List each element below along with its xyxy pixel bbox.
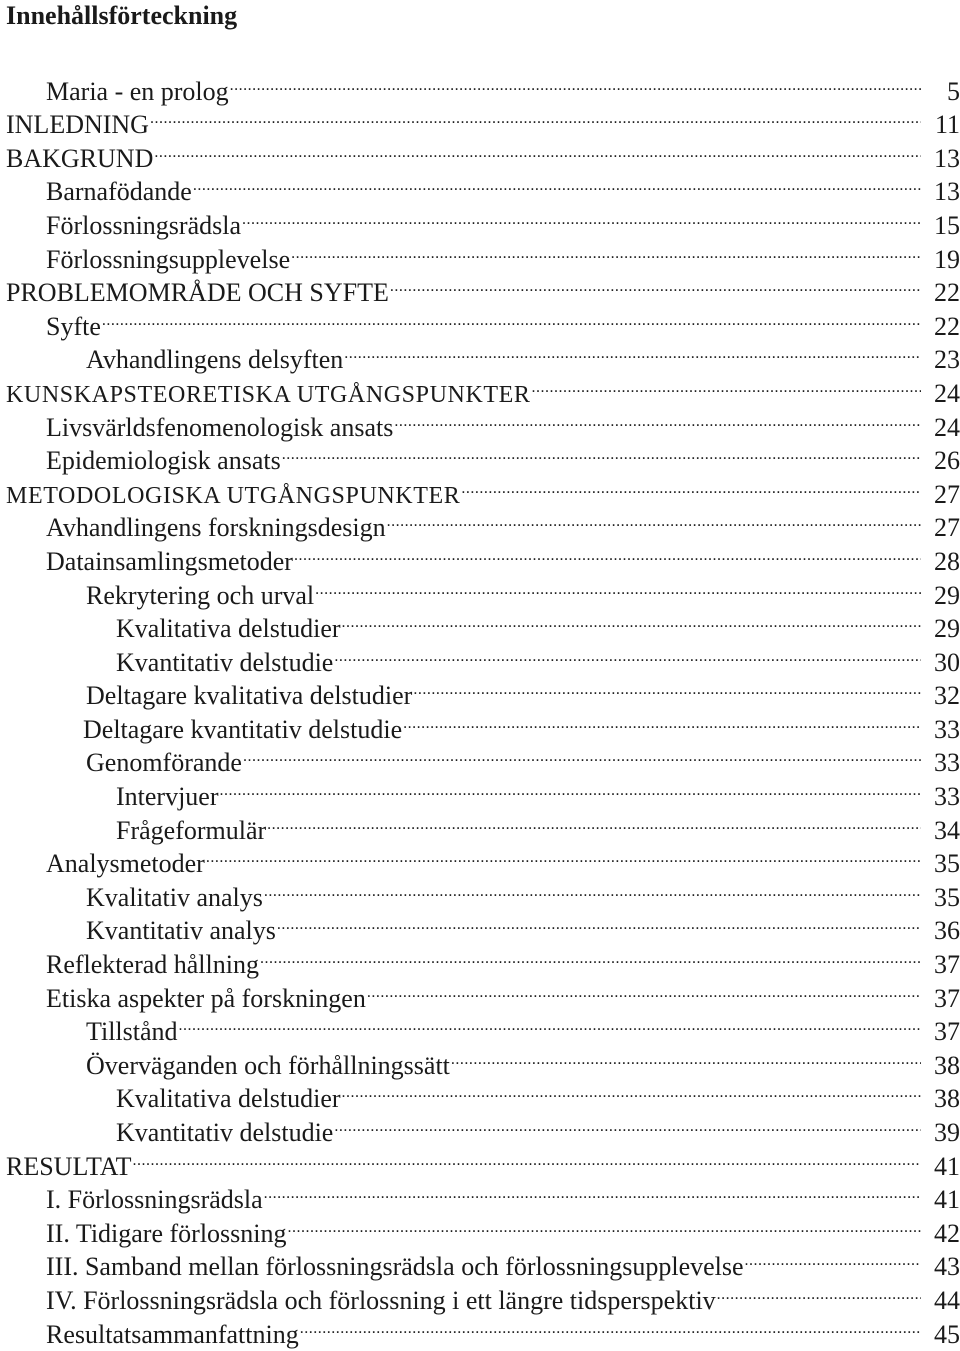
toc-dot-leader — [264, 1175, 921, 1209]
toc-dot-leader — [451, 1040, 921, 1074]
toc-entry-label: Förlossningsupplevelse — [46, 244, 291, 274]
toc-entry-page-number: 22 — [934, 311, 960, 341]
toc-entry-page-number: 26 — [934, 446, 960, 476]
toc-entry[interactable] — [0, 66, 960, 106]
toc-entry-page-number: 44 — [934, 1285, 960, 1315]
toc-entry-label: Etiska aspekter på forskningen — [46, 983, 366, 1013]
toc-entry[interactable] — [0, 200, 960, 240]
toc-entry-label: Genomförande — [86, 748, 242, 778]
toc-entry-page-number: 23 — [934, 345, 960, 375]
toc-dot-leader — [243, 738, 921, 772]
toc-entry[interactable] — [0, 503, 960, 543]
toc-entry[interactable] — [0, 1141, 960, 1181]
toc-entry-page-number: 19 — [934, 244, 960, 274]
toc-dot-leader — [342, 1074, 921, 1108]
toc-entry[interactable] — [0, 973, 960, 1013]
toc-dot-leader — [532, 368, 921, 402]
toc-dot-leader — [291, 234, 921, 268]
toc-entry-page-number: 15 — [934, 210, 960, 240]
toc-entry-label: Frågeformulär — [116, 815, 267, 845]
toc-dot-leader — [133, 1141, 921, 1175]
toc-dot-leader — [179, 1007, 921, 1041]
toc-dot-leader — [403, 704, 921, 738]
toc-entry[interactable] — [0, 402, 960, 442]
toc-entry-page-number: 39 — [934, 1118, 960, 1147]
toc-dot-leader — [394, 402, 921, 436]
toc-dot-leader — [230, 66, 921, 100]
toc-entry-label: Överväganden och förhållningssätt — [86, 1050, 450, 1080]
toc-entry[interactable] — [0, 805, 960, 845]
toc-entry[interactable] — [0, 469, 960, 509]
toc-entry-page-number: 22 — [934, 278, 960, 308]
toc-entry-label: BAKGRUND — [6, 143, 154, 173]
toc-entry[interactable] — [0, 133, 960, 173]
toc-entry-page-number: 37 — [934, 983, 960, 1013]
toc-entry-page-number: 34 — [934, 815, 960, 845]
toc-entry[interactable] — [0, 771, 960, 812]
toc-entry[interactable] — [0, 335, 960, 375]
toc-entry[interactable] — [0, 604, 960, 644]
toc-entry-label: Avhandlingens forskningsdesign — [46, 513, 386, 543]
toc-dot-leader — [300, 1309, 921, 1343]
toc-dot-leader — [413, 671, 921, 705]
toc-entry-page-number: 41 — [934, 1185, 960, 1215]
toc-entry-label: Resultatsammanfattning — [46, 1319, 299, 1349]
toc-dot-leader — [334, 1107, 921, 1141]
toc-entry-page-number: 35 — [934, 849, 960, 879]
toc-entry[interactable] — [0, 1242, 960, 1282]
toc-entry-page-number: 35 — [934, 882, 960, 912]
toc-dot-leader — [267, 805, 921, 839]
toc-entry[interactable] — [0, 570, 960, 610]
toc-entry-page-number: 37 — [934, 1017, 960, 1047]
toc-entry[interactable] — [0, 839, 960, 879]
toc-entry[interactable] — [0, 704, 960, 744]
toc-entry-label: Epidemiologisk ansats — [46, 446, 281, 476]
toc-entry[interactable] — [0, 906, 960, 946]
toc-entry-page-number: 37 — [934, 950, 960, 980]
toc-entry-label: IV. Förlossningsrädsla och förlossning i ett längre tidsperspektiv — [46, 1285, 716, 1315]
toc-entry[interactable] — [0, 268, 960, 308]
toc-entry-label: Maria - en prolog — [46, 76, 229, 106]
toc-entry[interactable] — [0, 436, 960, 476]
toc-entry[interactable] — [0, 100, 960, 140]
toc-entry-label: III. Samband mellan förlossningsrädsla och förlossningsupplevelse — [46, 1252, 744, 1282]
toc-dot-leader — [367, 973, 921, 1007]
toc-entry-page-number: 5 — [947, 76, 960, 106]
toc-dot-leader — [282, 436, 921, 470]
toc-entry[interactable] — [0, 301, 960, 341]
toc-dot-leader — [387, 503, 921, 537]
toc-entry-label: Reflekterad hållning — [46, 950, 259, 980]
toc-entry-page-number: 45 — [934, 1319, 960, 1349]
toc-entry-label: Intervjuer — [116, 782, 219, 812]
toc-entry-label: Tillstånd — [86, 1017, 178, 1047]
toc-entry[interactable] — [0, 368, 960, 408]
toc-entry-page-number: 28 — [934, 546, 960, 576]
toc-entry-page-number: 42 — [934, 1218, 960, 1248]
toc-dot-leader — [206, 839, 921, 873]
toc-dot-leader — [277, 906, 921, 940]
toc-entry-label: RESULTAT — [6, 1151, 132, 1181]
toc-entry-label: Datainsamlingsmetoder — [46, 546, 293, 576]
toc-dot-leader — [102, 301, 921, 335]
toc-dot-leader — [344, 335, 921, 369]
toc-entry-page-number: 11 — [934, 110, 960, 140]
toc-entry[interactable] — [0, 1208, 960, 1248]
toc-entry-label: Kvantitativ analys — [86, 916, 276, 946]
toc-entry-label: Kvalitativa delstudier — [116, 1084, 341, 1114]
toc-entry-label: Syfte — [46, 311, 101, 341]
toc-entry-label: Kvantitativ delstudie — [116, 1118, 334, 1147]
toc-entry-label: Kvalitativ analys — [86, 882, 263, 912]
toc-dot-leader — [717, 1275, 921, 1309]
toc-dot-leader — [342, 604, 921, 638]
toc-entry[interactable] — [0, 234, 960, 274]
toc-entry[interactable] — [0, 738, 960, 778]
toc-entry-page-number: 27 — [934, 513, 960, 543]
toc-dot-leader — [264, 872, 921, 906]
toc-entry-page-number: 33 — [934, 782, 960, 812]
toc-entry-page-number: 33 — [934, 748, 960, 778]
toc-entry-label: II. Tidigare förlossning — [46, 1218, 287, 1248]
toc-entry-page-number: 24 — [934, 412, 960, 442]
toc-entry-label: METODOLOGISKA UTGÅNGSPUNKTER — [6, 482, 461, 509]
toc-entry-page-number: 41 — [934, 1151, 960, 1181]
toc-entry-label: INLEDNING — [6, 110, 149, 140]
toc-entry-label: Barnafödande — [46, 177, 192, 207]
page-title: Innehållsförteckning — [6, 1, 238, 30]
toc-entry-label: Kvantitativ delstudie — [116, 647, 334, 677]
toc-entry[interactable] — [0, 1040, 960, 1080]
toc-entry[interactable] — [0, 1175, 960, 1215]
table-of-contents — [0, 66, 960, 1349]
toc-dot-leader — [242, 200, 921, 234]
toc-entry-label: Analysmetoder — [46, 849, 205, 879]
toc-entry[interactable] — [0, 536, 960, 576]
toc-dot-leader — [315, 570, 921, 604]
toc-entry[interactable] — [0, 939, 960, 980]
toc-entry-page-number: 30 — [934, 647, 960, 677]
toc-entry[interactable] — [0, 872, 960, 912]
toc-entry[interactable] — [0, 671, 960, 711]
toc-entry-label: Livsvärldsfenomenologisk ansats — [46, 412, 394, 442]
toc-entry-page-number: 43 — [934, 1252, 960, 1282]
toc-entry[interactable] — [0, 1309, 960, 1349]
toc-entry-page-number: 29 — [934, 580, 960, 610]
toc-entry-page-number: 13 — [934, 143, 960, 173]
toc-entry[interactable] — [0, 1107, 960, 1147]
toc-entry-label: Rekrytering och urval — [86, 580, 315, 610]
toc-dot-leader — [294, 536, 921, 570]
toc-entry-label: Deltagare kvantitativ delstudie — [83, 714, 403, 744]
toc-dot-leader — [260, 939, 921, 973]
toc-dot-leader — [745, 1242, 921, 1276]
toc-entry-label: Deltagare kvalitativa delstudier — [86, 681, 413, 711]
toc-entry-label: Förlossningsrädsla — [46, 210, 241, 240]
toc-dot-leader — [461, 469, 921, 503]
toc-entry-label: I. Förlossningsrädsla — [46, 1185, 263, 1215]
toc-entry-page-number: 13 — [934, 177, 960, 207]
toc-entry[interactable] — [0, 637, 960, 677]
toc-dot-leader — [288, 1208, 922, 1242]
toc-entry-page-number: 38 — [934, 1050, 960, 1080]
toc-dot-leader — [150, 100, 921, 134]
toc-entry-label: Avhandlingens delsyften — [86, 345, 344, 375]
toc-entry-page-number: 27 — [934, 479, 960, 509]
toc-entry-page-number: 33 — [934, 714, 960, 744]
toc-dot-leader — [220, 771, 921, 805]
toc-entry-label: KUNSKAPSTEORETISKA UTGÅNGSPUNKTER — [6, 381, 531, 408]
toc-entry[interactable] — [0, 1074, 960, 1114]
toc-dot-leader — [193, 167, 921, 201]
toc-entry-page-number: 36 — [934, 916, 960, 946]
toc-entry-page-number: 29 — [934, 614, 960, 644]
toc-dot-leader — [390, 268, 921, 302]
toc-entry-label: PROBLEMOMRÅDE OCH SYFTE — [6, 278, 389, 308]
toc-entry-page-number: 32 — [934, 681, 960, 711]
toc-entry[interactable] — [0, 1275, 960, 1315]
toc-entry-page-number: 38 — [934, 1084, 960, 1114]
toc-dot-leader — [334, 637, 921, 671]
toc-entry[interactable] — [0, 1007, 960, 1047]
toc-dot-leader — [154, 133, 921, 167]
toc-entry[interactable] — [0, 167, 960, 207]
toc-entry-page-number: 24 — [934, 378, 960, 408]
toc-entry-label: Kvalitativa delstudier — [116, 614, 341, 644]
